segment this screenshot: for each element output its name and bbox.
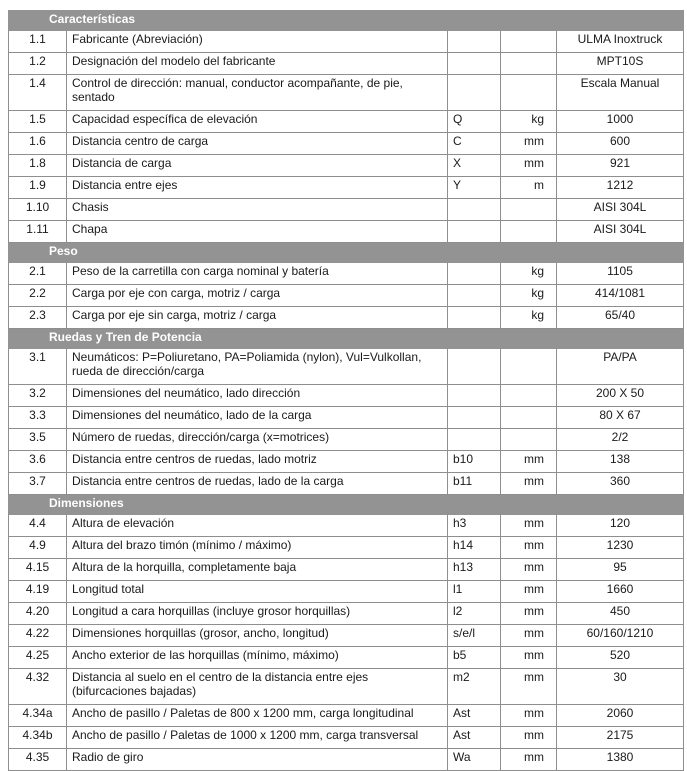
section-header: [9, 243, 684, 263]
row-unit: mm: [501, 625, 557, 647]
row-symbol: l2: [448, 603, 501, 625]
table-row: [9, 749, 684, 771]
row-value: 1000: [557, 111, 684, 133]
table-row: [9, 407, 684, 429]
row-number: 3.2: [9, 385, 67, 407]
row-symbol: [448, 31, 501, 53]
table-row: [9, 285, 684, 307]
row-value: 360: [557, 473, 684, 495]
row-symbol: [448, 285, 501, 307]
spec-table-body: [9, 11, 684, 771]
row-number: 4.32: [9, 669, 67, 705]
row-description: Altura del brazo timón (mínimo / máximo): [67, 537, 448, 559]
row-unit: kg: [501, 263, 557, 285]
row-description: Chasis: [67, 199, 448, 221]
row-number: 4.19: [9, 581, 67, 603]
row-unit: mm: [501, 647, 557, 669]
row-value: 921: [557, 155, 684, 177]
row-symbol: X: [448, 155, 501, 177]
row-symbol: l1: [448, 581, 501, 603]
row-unit: mm: [501, 727, 557, 749]
row-value: PA/PA: [557, 349, 684, 385]
row-value: ULMA Inoxtruck: [557, 31, 684, 53]
row-value: 600: [557, 133, 684, 155]
row-value: Escala Manual: [557, 75, 684, 111]
row-unit: mm: [501, 669, 557, 705]
row-unit: m: [501, 177, 557, 199]
row-description: Distancia entre ejes: [67, 177, 448, 199]
row-description: Distancia entre centros de ruedas, lado motriz: [67, 451, 448, 473]
row-description: Peso de la carretilla con carga nominal y batería: [67, 263, 448, 285]
row-value: 414/1081: [557, 285, 684, 307]
row-description: Carga por eje con carga, motriz / carga: [67, 285, 448, 307]
table-row: [9, 53, 684, 75]
row-number: 1.9: [9, 177, 67, 199]
row-symbol: h3: [448, 515, 501, 537]
row-description: Dimensiones del neumático, lado dirección: [67, 385, 448, 407]
row-value: 520: [557, 647, 684, 669]
row-value: AISI 304L: [557, 199, 684, 221]
row-value: 30: [557, 669, 684, 705]
row-value: 2/2: [557, 429, 684, 451]
row-unit: kg: [501, 285, 557, 307]
row-unit: [501, 199, 557, 221]
table-row: [9, 537, 684, 559]
row-number: 1.10: [9, 199, 67, 221]
row-unit: [501, 407, 557, 429]
row-description: Neumáticos: P=Poliuretano, PA=Poliamida (nylon), Vul=Vulkollan, rueda de dirección/carga: [67, 349, 448, 385]
row-value: AISI 304L: [557, 221, 684, 243]
row-number: 1.8: [9, 155, 67, 177]
table-row: [9, 349, 684, 385]
row-description: Distancia entre centros de ruedas, lado de la carga: [67, 473, 448, 495]
row-description: Dimensiones horquillas (grosor, ancho, longitud): [67, 625, 448, 647]
row-number: 4.34a: [9, 705, 67, 727]
row-unit: mm: [501, 603, 557, 625]
row-description: Control de dirección: manual, conductor acompañante, de pie, sentado: [67, 75, 448, 111]
table-row: [9, 429, 684, 451]
row-value: 80 X 67: [557, 407, 684, 429]
row-number: 4.15: [9, 559, 67, 581]
row-description: Ancho de pasillo / Paletas de 1000 x 1200 mm, carga transversal: [67, 727, 448, 749]
row-symbol: Ast: [448, 727, 501, 749]
table-row: [9, 727, 684, 749]
row-symbol: Q: [448, 111, 501, 133]
row-symbol: b11: [448, 473, 501, 495]
row-unit: [501, 75, 557, 111]
row-number: 1.4: [9, 75, 67, 111]
row-symbol: Y: [448, 177, 501, 199]
row-unit: [501, 53, 557, 75]
row-description: Número de ruedas, dirección/carga (x=motrices): [67, 429, 448, 451]
row-number: 1.2: [9, 53, 67, 75]
section-title: Características: [9, 11, 684, 31]
row-description: Chapa: [67, 221, 448, 243]
row-number: 2.3: [9, 307, 67, 329]
table-row: [9, 559, 684, 581]
section-header: [9, 329, 684, 349]
row-value: 60/160/1210: [557, 625, 684, 647]
row-description: Distancia centro de carga: [67, 133, 448, 155]
row-value: 120: [557, 515, 684, 537]
row-description: Altura de la horquilla, completamente baja: [67, 559, 448, 581]
row-symbol: [448, 75, 501, 111]
row-unit: mm: [501, 473, 557, 495]
row-unit: kg: [501, 111, 557, 133]
row-description: Distancia de carga: [67, 155, 448, 177]
row-description: Capacidad específica de elevación: [67, 111, 448, 133]
section-header: [9, 11, 684, 31]
row-symbol: b10: [448, 451, 501, 473]
row-number: 2.1: [9, 263, 67, 285]
table-row: [9, 625, 684, 647]
row-number: 2.2: [9, 285, 67, 307]
spec-table: [8, 10, 684, 771]
row-number: 4.35: [9, 749, 67, 771]
row-number: 1.5: [9, 111, 67, 133]
row-symbol: [448, 349, 501, 385]
row-value: 65/40: [557, 307, 684, 329]
section-title: Peso: [9, 243, 684, 263]
table-row: [9, 111, 684, 133]
table-row: [9, 199, 684, 221]
row-description: Altura de elevación: [67, 515, 448, 537]
table-row: [9, 31, 684, 53]
row-description: Fabricante (Abreviación): [67, 31, 448, 53]
row-number: 1.11: [9, 221, 67, 243]
table-row: [9, 647, 684, 669]
row-number: 3.1: [9, 349, 67, 385]
row-symbol: [448, 199, 501, 221]
row-number: 4.4: [9, 515, 67, 537]
table-row: [9, 603, 684, 625]
row-value: 138: [557, 451, 684, 473]
row-value: 1230: [557, 537, 684, 559]
row-symbol: [448, 407, 501, 429]
row-value: 1212: [557, 177, 684, 199]
row-symbol: [448, 385, 501, 407]
row-description: Ancho de pasillo / Paletas de 800 x 1200 mm, carga longitudinal: [67, 705, 448, 727]
row-unit: mm: [501, 537, 557, 559]
row-unit: kg: [501, 307, 557, 329]
row-description: Ancho exterior de las horquillas (mínimo, máximo): [67, 647, 448, 669]
row-description: Longitud total: [67, 581, 448, 603]
row-number: 3.5: [9, 429, 67, 451]
row-number: 4.25: [9, 647, 67, 669]
table-row: [9, 155, 684, 177]
row-number: 3.3: [9, 407, 67, 429]
table-row: [9, 705, 684, 727]
row-unit: [501, 221, 557, 243]
row-symbol: [448, 53, 501, 75]
row-symbol: [448, 307, 501, 329]
row-unit: mm: [501, 133, 557, 155]
row-value: 1660: [557, 581, 684, 603]
row-description: Dimensiones del neumático, lado de la carga: [67, 407, 448, 429]
row-description: Distancia al suelo en el centro de la distancia entre ejes (bifurcaciones bajadas): [67, 669, 448, 705]
table-row: [9, 221, 684, 243]
table-row: [9, 451, 684, 473]
table-row: [9, 133, 684, 155]
row-symbol: s/e/l: [448, 625, 501, 647]
row-description: Longitud a cara horquillas (incluye grosor horquillas): [67, 603, 448, 625]
row-symbol: h13: [448, 559, 501, 581]
row-unit: mm: [501, 559, 557, 581]
row-unit: mm: [501, 581, 557, 603]
row-symbol: C: [448, 133, 501, 155]
row-symbol: Wa: [448, 749, 501, 771]
row-symbol: b5: [448, 647, 501, 669]
row-symbol: [448, 429, 501, 451]
table-row: [9, 75, 684, 111]
table-row: [9, 385, 684, 407]
section-header: [9, 495, 684, 515]
row-number: 3.7: [9, 473, 67, 495]
row-unit: mm: [501, 705, 557, 727]
table-row: [9, 473, 684, 495]
row-value: 450: [557, 603, 684, 625]
row-value: 1380: [557, 749, 684, 771]
row-symbol: Ast: [448, 705, 501, 727]
row-value: 200 X 50: [557, 385, 684, 407]
row-number: 4.9: [9, 537, 67, 559]
section-title: Dimensiones: [9, 495, 684, 515]
row-symbol: m2: [448, 669, 501, 705]
row-unit: [501, 349, 557, 385]
table-row: [9, 263, 684, 285]
table-row: [9, 669, 684, 705]
row-symbol: [448, 263, 501, 285]
row-number: 3.6: [9, 451, 67, 473]
table-row: [9, 581, 684, 603]
section-title: Ruedas y Tren de Potencia: [9, 329, 684, 349]
row-unit: [501, 429, 557, 451]
row-number: 1.6: [9, 133, 67, 155]
table-row: [9, 307, 684, 329]
row-description: Radio de giro: [67, 749, 448, 771]
row-unit: mm: [501, 451, 557, 473]
row-description: Designación del modelo del fabricante: [67, 53, 448, 75]
table-row: [9, 177, 684, 199]
row-description: Carga por eje sin carga, motriz / carga: [67, 307, 448, 329]
row-unit: mm: [501, 749, 557, 771]
row-value: 2175: [557, 727, 684, 749]
row-symbol: [448, 221, 501, 243]
row-unit: mm: [501, 155, 557, 177]
row-symbol: h14: [448, 537, 501, 559]
row-number: 1.1: [9, 31, 67, 53]
table-row: [9, 515, 684, 537]
row-number: 4.22: [9, 625, 67, 647]
row-unit: [501, 31, 557, 53]
row-value: 2060: [557, 705, 684, 727]
row-value: 95: [557, 559, 684, 581]
row-value: MPT10S: [557, 53, 684, 75]
row-number: 4.20: [9, 603, 67, 625]
row-unit: [501, 385, 557, 407]
row-number: 4.34b: [9, 727, 67, 749]
row-unit: mm: [501, 515, 557, 537]
row-value: 1105: [557, 263, 684, 285]
